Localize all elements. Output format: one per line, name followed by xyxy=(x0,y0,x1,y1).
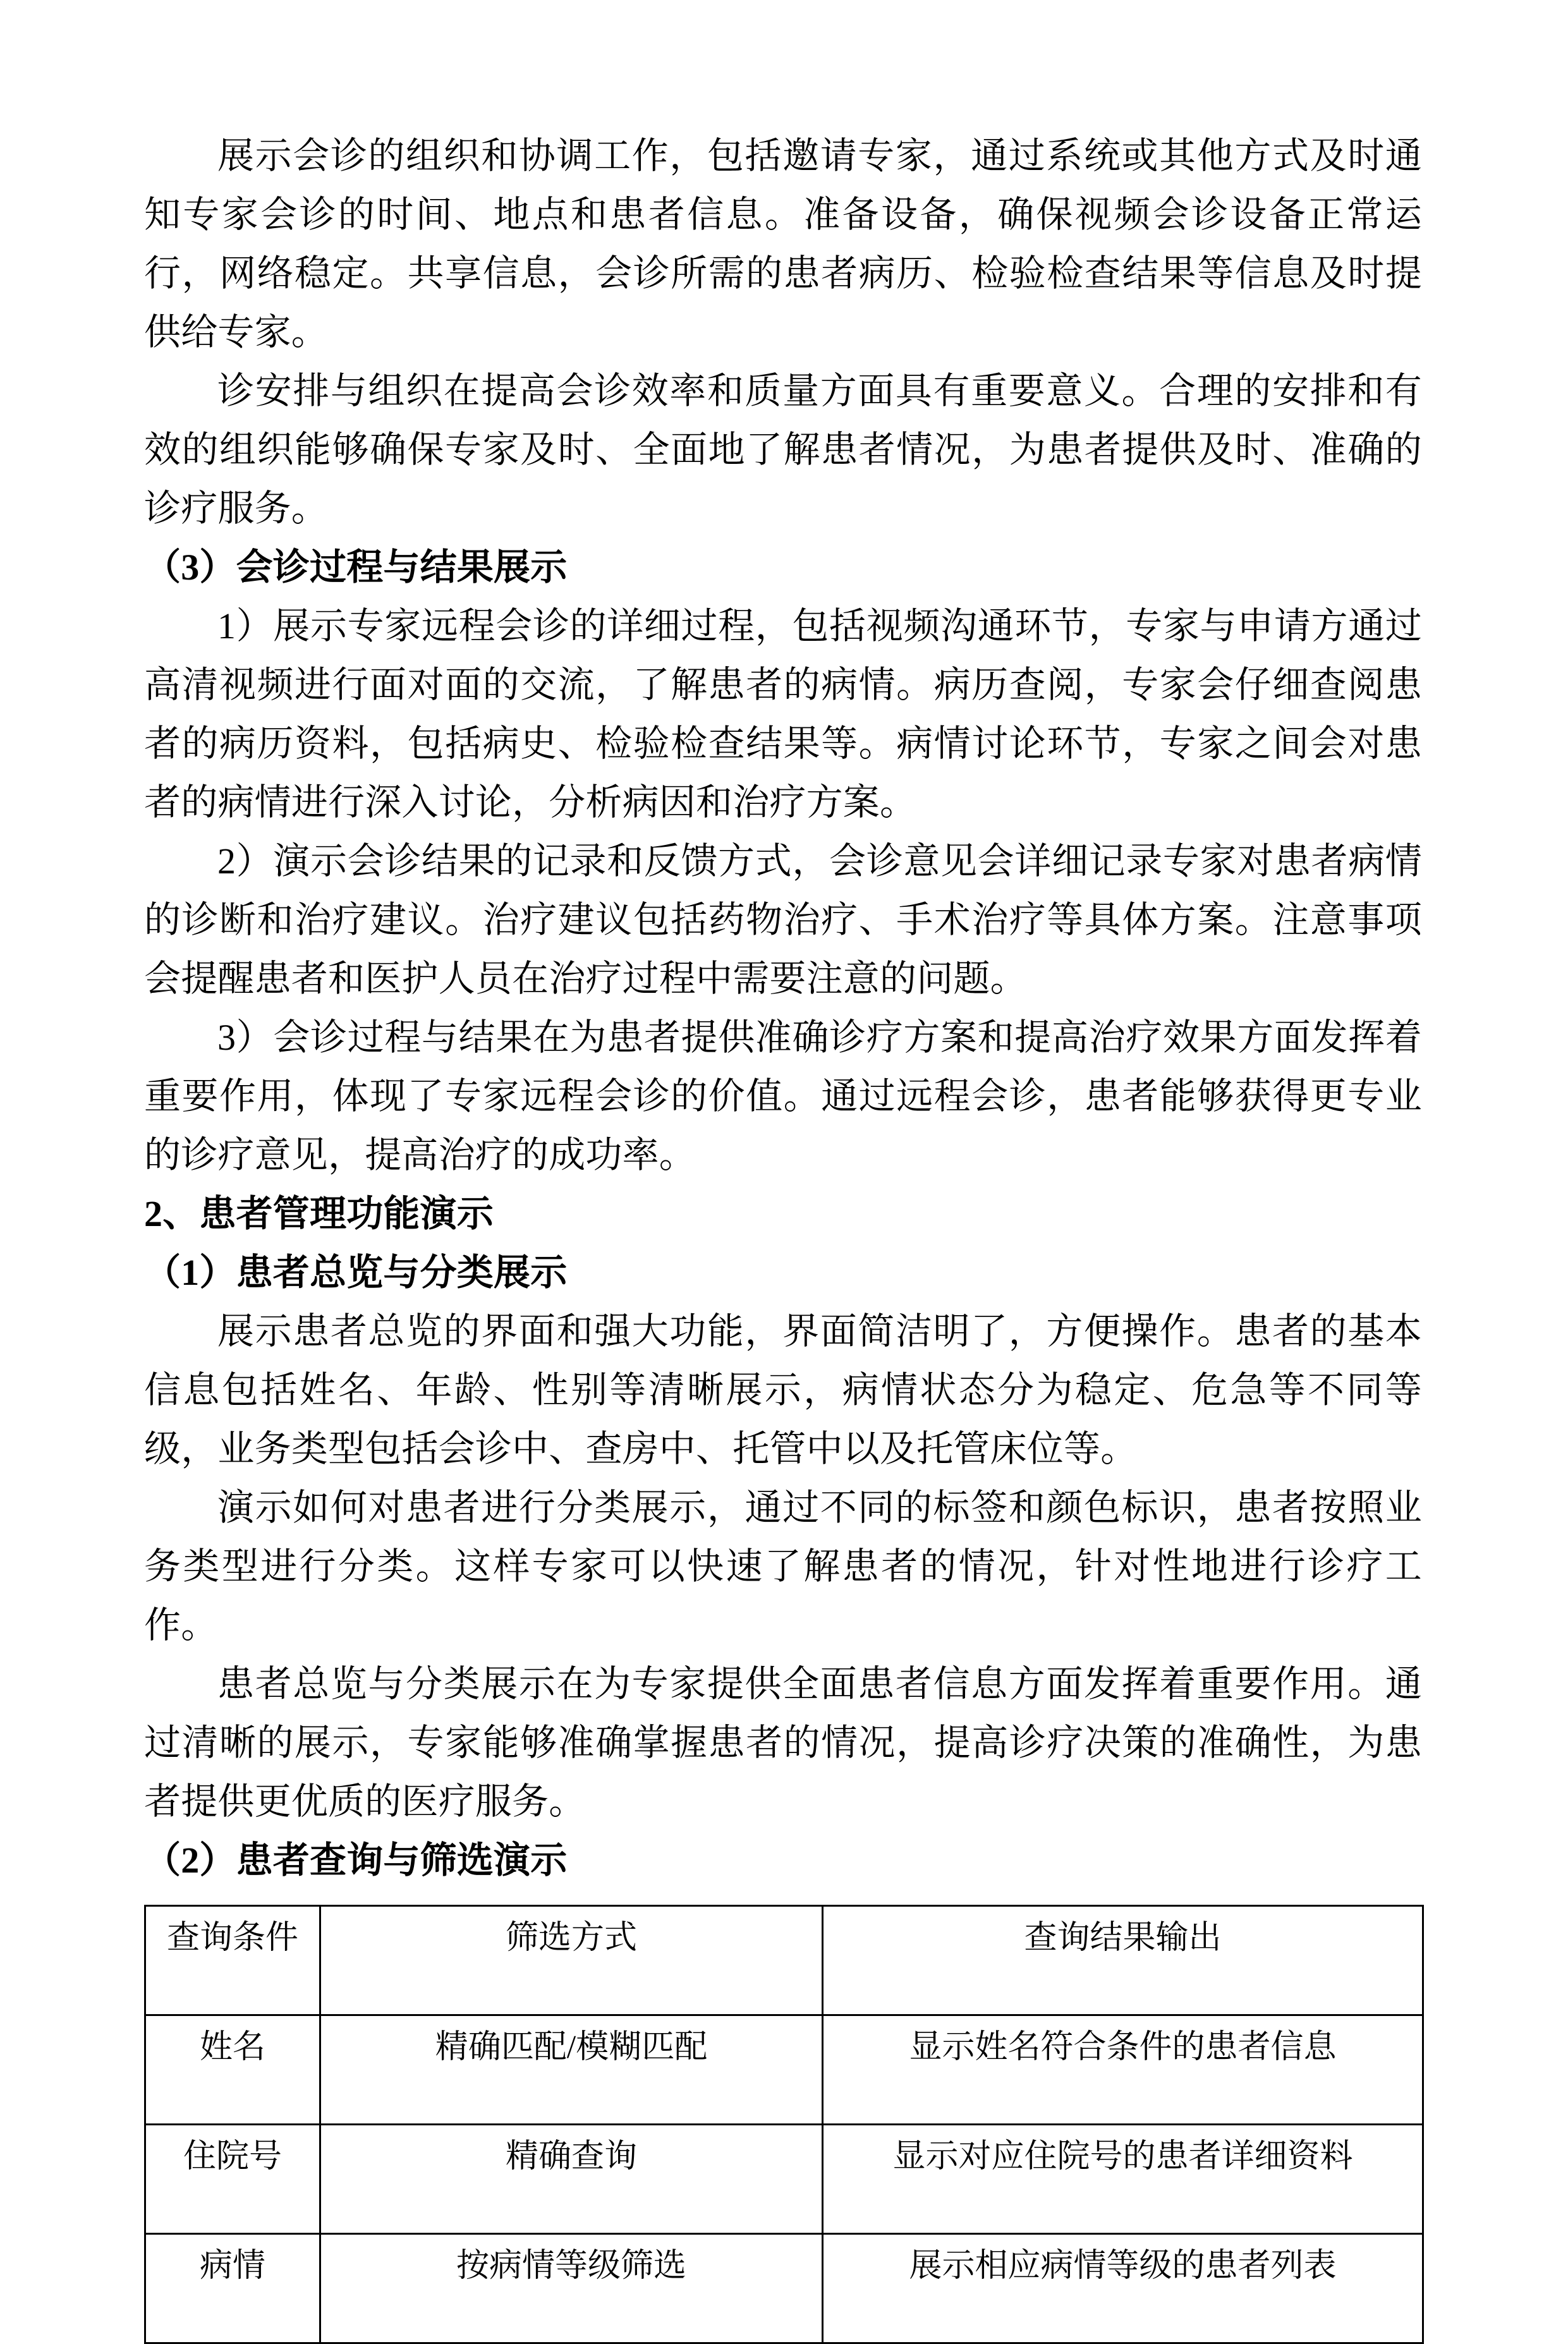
patient-query-table xyxy=(144,1905,1424,2344)
paragraph-consultation-arrangement-value: 诊安排与组织在提高会诊效率和质量方面具有重要意义。合理的安排和有效的组织能够确保专家及时、全面地了解患者情况，为患者提供及时、准确的诊疗服务。 xyxy=(144,370,1422,529)
paragraph-patient-overview-interface: 展示患者总览的界面和强大功能，界面简洁明了，方便操作。患者的基本信息包括姓名、年龄、性别等清晰展示，病情状态分为稳定、危急等不同等级，业务类型包括会诊中、查房中、托管中以及托管床位等。 xyxy=(144,1311,1422,1469)
heading-patient-query-filter-demo: （2）患者查询与筛选演示 xyxy=(144,1840,568,1881)
paragraph-patient-classification-tags: 演示如何对患者进行分类展示，通过不同的标签和颜色标识，患者按照业务类型进行分类。这样专家可以快速了解患者的情况，针对性地进行诊疗工作。 xyxy=(144,1487,1422,1646)
table-header-query-result-output: 查询结果输出 xyxy=(823,1906,1423,2015)
paragraph-patient-overview-value: 患者总览与分类展示在为专家提供全面患者信息方面发挥着重要作用。通过清晰的展示，专家能够准确掌握患者的情况，提高诊疗决策的准确性，为患者提供更优质的医疗服务。 xyxy=(144,1663,1422,1822)
table-header-query-condition: 查询条件 xyxy=(145,1906,320,2015)
table-header-filter-method: 筛选方式 xyxy=(320,1906,823,2015)
heading-consultation-process-results: （3）会诊过程与结果展示 xyxy=(144,547,568,588)
table-cell-filter-admission-number: 精确查询 xyxy=(320,2125,823,2234)
table-header-row xyxy=(145,1906,1423,2015)
table-cell-filter-name: 精确匹配/模糊匹配 xyxy=(320,2015,823,2125)
paragraph-item-3-process-result-role: 3）会诊过程与结果在为患者提供准确诊疗方案和提高治疗效果方面发挥着重要作用，体现了专家远程会诊的价值。通过远程会诊，患者能够获得更专业的诊疗意见，提高治疗的成功率。 xyxy=(144,1017,1422,1175)
table-cell-condition-admission-number: 住院号 xyxy=(145,2125,320,2234)
heading-patient-management-demo: 2、患者管理功能演示 xyxy=(144,1193,494,1234)
paragraph-consultation-organization: 展示会诊的组织和协调工作，包括邀请专家，通过系统或其他方式及时通知专家会诊的时间、地点和患者信息。准备设备，确保视频会诊设备正常运行，网络稳定。共享信息，会诊所需的患者病历、检验检查结果等信息及时提供给专家。 xyxy=(144,135,1422,353)
table-cell-output-condition-severity: 展示相应病情等级的患者列表 xyxy=(823,2234,1423,2343)
table-cell-filter-condition-severity: 按病情等级筛选 xyxy=(320,2234,823,2343)
table-row xyxy=(145,2125,1423,2234)
table-cell-condition-condition-severity: 病情 xyxy=(145,2234,320,2343)
paragraph-item-2-result-record-feedback: 2）演示会诊结果的记录和反馈方式，会诊意见会详细记录专家对患者病情的诊断和治疗建议。治疗建议包括药物治疗、手术治疗等具体方案。注意事项会提醒患者和医护人员在治疗过程中需要注意的问题。 xyxy=(144,841,1422,999)
table-cell-output-admission-number: 显示对应住院号的患者详细资料 xyxy=(823,2125,1423,2234)
table-cell-output-name: 显示姓名符合条件的患者信息 xyxy=(823,2015,1423,2125)
document-body xyxy=(144,126,1422,2344)
table-row xyxy=(145,2234,1423,2343)
heading-patient-overview-classification: （1）患者总览与分类展示 xyxy=(144,1252,568,1293)
table-row xyxy=(145,2015,1423,2125)
paragraph-item-1-remote-consultation-detail: 1）展示专家远程会诊的详细过程，包括视频沟通环节，专家与申请方通过高清视频进行面对面的交流，了解患者的病情。病历查阅，专家会仔细查阅患者的病历资料，包括病史、检验检查结果等。病情讨论环节，专家之间会对患者的病情进行深入讨论，分析病因和治疗方案。 xyxy=(144,605,1422,823)
table-cell-condition-name: 姓名 xyxy=(145,2015,320,2125)
